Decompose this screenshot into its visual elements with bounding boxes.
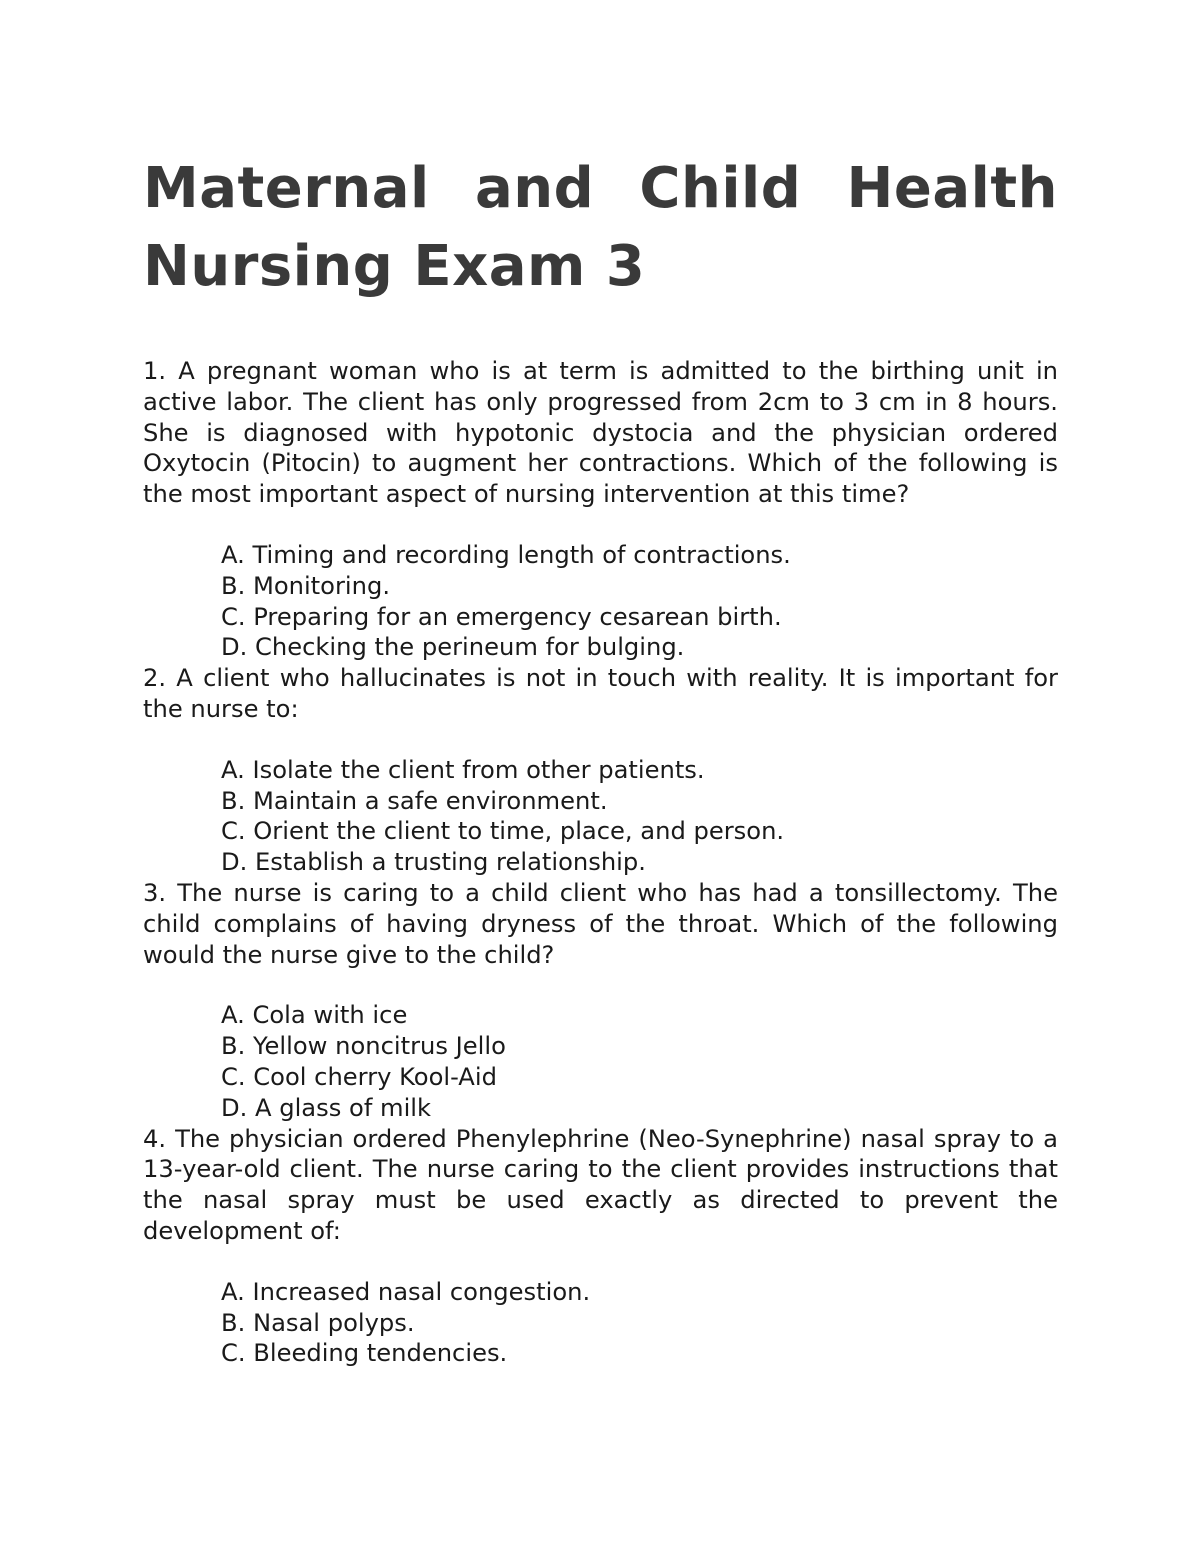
title-line-2: Nursing Exam 3 <box>143 234 646 299</box>
question-stem: 4. The physician ordered Phenylephrine (Neo-Synephrine) nasal spray to a 13-year-old client. The nurse caring to the client provides instructions that the nasal spray must be used exactly as directed to prevent the development of: <box>143 1124 1058 1245</box>
question-stem: 1. A pregnant woman who is at term is admitted to the birthing unit in active labor. The client has only progressed from 2cm to 3 cm in 8 hours. She is diagnosed with hypotonic dystocia and the physician ordered Oxytocin (Pitocin) to augment her contractions. Which of the following is the most important aspect of nursing intervention at this time? <box>143 357 1058 509</box>
document-page <box>143 150 1058 1369</box>
option-list <box>143 755 1058 878</box>
option-c: C. Preparing for an emergency cesarean birth. <box>221 602 782 631</box>
question-list <box>143 356 1058 1369</box>
option-a: A. Cola with ice <box>221 1001 408 1030</box>
option-d: D. A glass of milk <box>221 1093 432 1122</box>
option-d: D. Checking the perineum for bulging. <box>221 633 685 662</box>
option-a: A. Increased nasal congestion. <box>221 1277 591 1306</box>
question-1 <box>143 356 1058 663</box>
question-stem: 2. A client who hallucinates is not in touch with reality. It is important for the nurse to: <box>143 664 1058 723</box>
option-a: A. Isolate the client from other patients. <box>221 755 705 784</box>
option-c: C. Bleeding tendencies. <box>221 1339 508 1368</box>
option-b: B. Monitoring. <box>221 571 391 600</box>
option-list <box>143 1000 1058 1123</box>
document-title <box>143 150 1058 306</box>
option-c: C. Cool cherry Kool-Aid <box>221 1062 497 1091</box>
option-list <box>143 540 1058 663</box>
title-line-1: Maternal and Child Health <box>143 156 1058 221</box>
option-b: B. Maintain a safe environment. <box>221 786 608 815</box>
question-stem: 3. The nurse is caring to a child client who has had a tonsillectomy. The child complains of having dryness of the throat. Which of the following would the nurse give to the child? <box>143 878 1058 969</box>
option-a: A. Timing and recording length of contractions. <box>221 540 791 569</box>
option-d: D. Establish a trusting relationship. <box>221 848 646 877</box>
question-2 <box>143 663 1058 878</box>
option-list <box>143 1277 1058 1369</box>
question-3 <box>143 878 1058 1124</box>
option-c: C. Orient the client to time, place, and person. <box>221 817 785 846</box>
option-b: B. Yellow noncitrus Jello <box>221 1032 506 1061</box>
option-b: B. Nasal polyps. <box>221 1308 415 1337</box>
question-4 <box>143 1124 1058 1370</box>
